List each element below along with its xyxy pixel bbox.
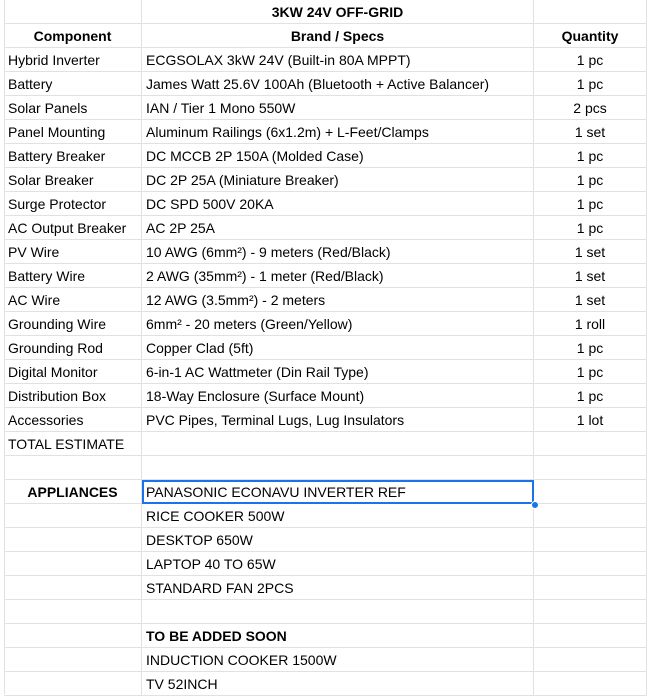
total-estimate-label[interactable]: TOTAL ESTIMATE — [4, 432, 142, 456]
appliance-cell[interactable]: STANDARD FAN 2PCS — [142, 576, 534, 600]
empty-row — [0, 600, 647, 624]
cell[interactable] — [534, 576, 647, 600]
cell[interactable] — [534, 480, 647, 504]
component-cell[interactable]: Panel Mounting — [4, 120, 142, 144]
component-cell[interactable]: Grounding Wire — [4, 312, 142, 336]
cell[interactable] — [4, 672, 142, 696]
cell[interactable] — [534, 624, 647, 648]
appliance-cell[interactable]: LAPTOP 40 TO 65W — [142, 552, 534, 576]
sheet-title-cell[interactable]: 3KW 24V OFF-GRID — [142, 0, 534, 24]
component-cell[interactable]: Distribution Box — [4, 384, 142, 408]
component-cell[interactable]: AC Wire — [4, 288, 142, 312]
appliance-row — [0, 576, 647, 600]
table-row — [0, 72, 647, 96]
title-row — [0, 0, 647, 24]
appliances-label[interactable]: APPLIANCES — [4, 480, 142, 504]
table-row — [0, 120, 647, 144]
header-component[interactable]: Component — [4, 24, 142, 48]
cell[interactable] — [534, 552, 647, 576]
table-row — [0, 192, 647, 216]
header-row — [0, 24, 647, 48]
cell[interactable] — [142, 432, 534, 456]
cell[interactable] — [142, 600, 534, 624]
brand-cell[interactable]: 12 AWG (3.5mm²) - 2 meters — [142, 288, 534, 312]
quantity-cell[interactable]: 1 pc — [534, 192, 647, 216]
cell[interactable] — [534, 432, 647, 456]
brand-cell[interactable]: 18-Way Enclosure (Surface Mount) — [142, 384, 534, 408]
cell[interactable] — [534, 672, 647, 696]
table-row — [0, 288, 647, 312]
appliance-row — [0, 672, 647, 696]
quantity-cell[interactable]: 1 pc — [534, 144, 647, 168]
quantity-cell[interactable]: 1 set — [534, 288, 647, 312]
quantity-cell[interactable]: 1 pc — [534, 384, 647, 408]
cell[interactable] — [534, 600, 647, 624]
appliance-row — [0, 552, 647, 576]
quantity-cell[interactable]: 1 pc — [534, 360, 647, 384]
upcoming-appliance-cell[interactable]: INDUCTION COOKER 1500W — [142, 648, 534, 672]
quantity-cell[interactable]: 1 set — [534, 120, 647, 144]
appliance-cell[interactable]: DESKTOP 650W — [142, 528, 534, 552]
quantity-cell[interactable]: 1 pc — [534, 336, 647, 360]
cell[interactable] — [142, 456, 534, 480]
brand-cell[interactable]: DC 2P 25A (Miniature Breaker) — [142, 168, 534, 192]
appliance-row — [0, 528, 647, 552]
appliance-row — [0, 648, 647, 672]
component-cell[interactable]: Battery — [4, 72, 142, 96]
appliance-cell[interactable]: RICE COOKER 500W — [142, 504, 534, 528]
cell[interactable] — [534, 504, 647, 528]
total-row — [0, 432, 647, 456]
cell[interactable] — [534, 456, 647, 480]
quantity-cell[interactable]: 1 pc — [534, 168, 647, 192]
brand-cell[interactable]: James Watt 25.6V 100Ah (Bluetooth + Active Balancer) — [142, 72, 534, 96]
table-row — [0, 360, 647, 384]
table-row — [0, 216, 647, 240]
quantity-cell[interactable]: 2 pcs — [534, 96, 647, 120]
brand-cell[interactable]: 2 AWG (35mm²) - 1 meter (Red/Black) — [142, 264, 534, 288]
cell[interactable] — [534, 648, 647, 672]
quantity-cell[interactable]: 1 set — [534, 240, 647, 264]
cell[interactable] — [4, 600, 142, 624]
header-brand-specs[interactable]: Brand / Specs — [142, 24, 534, 48]
component-cell[interactable]: Accessories — [4, 408, 142, 432]
component-cell[interactable]: Battery Breaker — [4, 144, 142, 168]
cell[interactable] — [4, 0, 142, 24]
brand-cell[interactable]: 6-in-1 AC Wattmeter (Din Rail Type) — [142, 360, 534, 384]
cell[interactable] — [4, 528, 142, 552]
brand-cell[interactable]: ECGSOLAX 3kW 24V (Built-in 80A MPPT) — [142, 48, 534, 72]
brand-cell[interactable]: DC SPD 500V 20KA — [142, 192, 534, 216]
brand-cell[interactable]: Aluminum Railings (6x1.2m) + L-Feet/Clamps — [142, 120, 534, 144]
table-row — [0, 264, 647, 288]
selection-fill-handle[interactable] — [531, 501, 539, 509]
quantity-cell[interactable]: 1 lot — [534, 408, 647, 432]
to-be-added-row — [0, 624, 647, 648]
table-row — [0, 168, 647, 192]
cell[interactable] — [4, 552, 142, 576]
component-cell[interactable]: Hybrid Inverter — [4, 48, 142, 72]
table-row — [0, 384, 647, 408]
table-row — [0, 48, 647, 72]
table-row — [0, 336, 647, 360]
cell[interactable] — [4, 504, 142, 528]
component-cell[interactable]: Surge Protector — [4, 192, 142, 216]
brand-cell[interactable]: IAN / Tier 1 Mono 550W — [142, 96, 534, 120]
component-cell[interactable]: Battery Wire — [4, 264, 142, 288]
quantity-cell[interactable]: 1 pc — [534, 72, 647, 96]
quantity-cell[interactable]: 1 pc — [534, 48, 647, 72]
table-row — [0, 408, 647, 432]
appliances-row — [0, 480, 647, 504]
cell[interactable] — [4, 456, 142, 480]
quantity-cell[interactable]: 1 roll — [534, 312, 647, 336]
quantity-cell[interactable]: 1 set — [534, 264, 647, 288]
quantity-cell[interactable]: 1 pc — [534, 216, 647, 240]
table-row — [0, 240, 647, 264]
component-cell[interactable]: Grounding Rod — [4, 336, 142, 360]
cell[interactable] — [534, 0, 647, 24]
brand-cell[interactable]: 6mm² - 20 meters (Green/Yellow) — [142, 312, 534, 336]
table-row — [0, 312, 647, 336]
component-cell[interactable]: AC Output Breaker — [4, 216, 142, 240]
cell[interactable] — [4, 576, 142, 600]
cell[interactable] — [4, 648, 142, 672]
cell[interactable] — [4, 624, 142, 648]
table-row — [0, 144, 647, 168]
brand-cell[interactable]: DC MCCB 2P 150A (Molded Case) — [142, 144, 534, 168]
upcoming-appliance-cell[interactable]: TV 52INCH — [142, 672, 534, 696]
appliance-cell-selected[interactable]: PANASONIC ECONAVU INVERTER REF — [142, 480, 534, 504]
header-quantity[interactable]: Quantity — [534, 24, 647, 48]
to-be-added-label[interactable]: TO BE ADDED SOON — [142, 624, 534, 648]
component-cell[interactable]: Solar Breaker — [4, 168, 142, 192]
brand-cell[interactable]: 10 AWG (6mm²) - 9 meters (Red/Black) — [142, 240, 534, 264]
empty-row — [0, 456, 647, 480]
brand-cell[interactable]: PVC Pipes, Terminal Lugs, Lug Insulators — [142, 408, 534, 432]
cell[interactable] — [534, 528, 647, 552]
brand-cell[interactable]: AC 2P 25A — [142, 216, 534, 240]
appliance-row — [0, 504, 647, 528]
brand-cell[interactable]: Copper Clad (5ft) — [142, 336, 534, 360]
component-cell[interactable]: PV Wire — [4, 240, 142, 264]
component-cell[interactable]: Solar Panels — [4, 96, 142, 120]
component-cell[interactable]: Digital Monitor — [4, 360, 142, 384]
table-row — [0, 96, 647, 120]
